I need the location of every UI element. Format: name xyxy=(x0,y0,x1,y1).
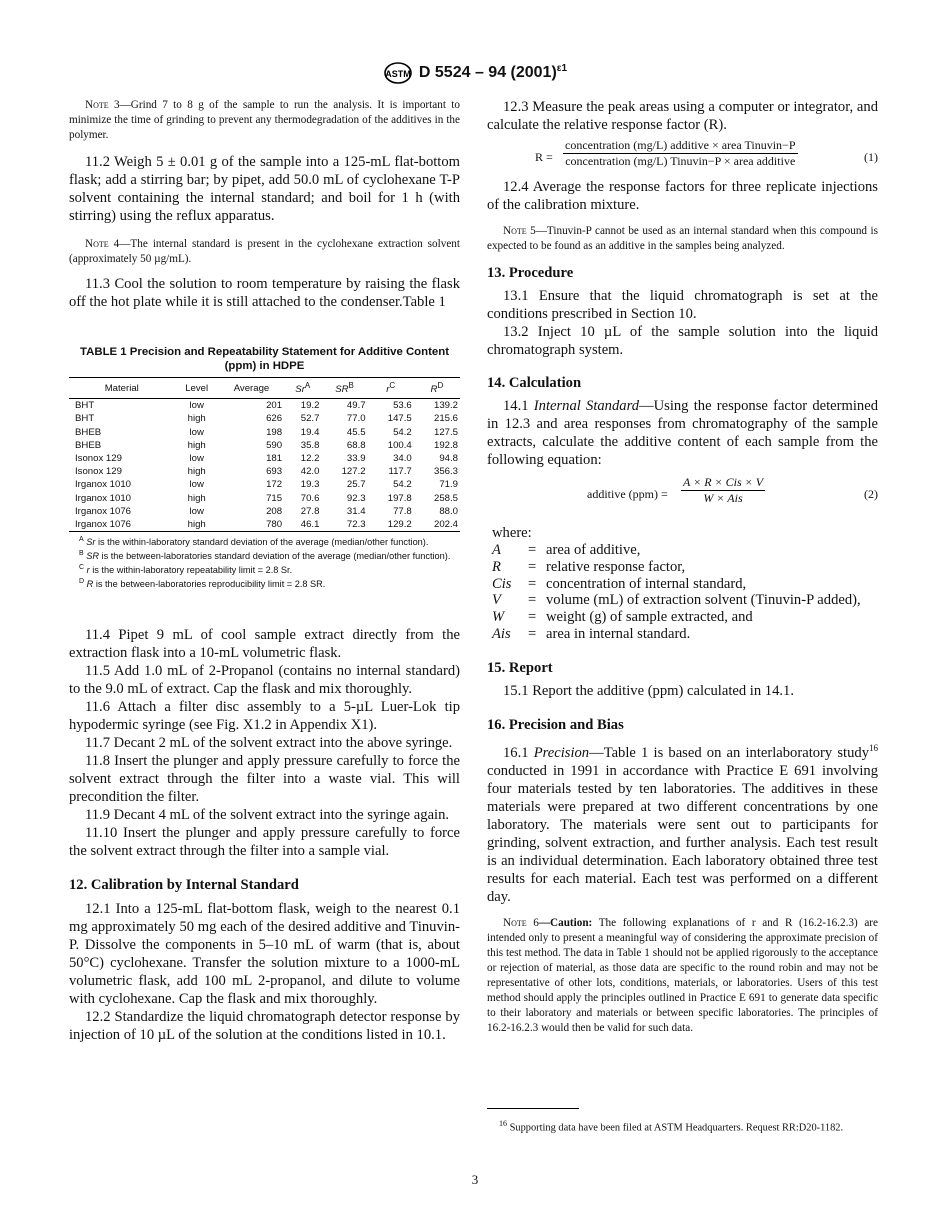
table-cell: 94.8 xyxy=(439,453,458,464)
para-12-2: 12.2 Standardize the liquid chromatograph detector response by injection of 10 µL of the solution at the conditions listed in 10.1. xyxy=(69,1009,460,1044)
table-cell: 127.5 xyxy=(433,426,458,438)
document-header xyxy=(0,62,950,84)
equation-1: R = concentration (mg/L) additive × area Tinuvin−P concentration (mg/L) Tinuvin−P × area additive (1) xyxy=(535,138,878,168)
table-row xyxy=(69,399,460,413)
table-1 xyxy=(69,377,460,532)
where-item: Ais = area in internal standard. xyxy=(492,625,691,642)
table-cell: 49.7 xyxy=(346,400,366,412)
table-cell: 54.2 xyxy=(393,479,412,491)
table-cell: 42.0 xyxy=(300,466,320,478)
table-row xyxy=(69,465,460,478)
col-R: $R^D$ xyxy=(414,378,460,399)
table-cell: 77.0 xyxy=(346,413,366,425)
table-cell: 693 xyxy=(266,466,283,478)
table-footnote: $^A$ Sr is the within-laboratory standard deviation of the average (median/other function). xyxy=(79,536,429,548)
table-cell: 25.7 xyxy=(346,479,366,491)
table-cell: 356.3 xyxy=(433,466,458,478)
right-column xyxy=(487,98,878,1036)
table-cell: BHEB xyxy=(75,439,102,451)
table-1-footnotes xyxy=(69,534,460,590)
table-row xyxy=(69,478,460,491)
section-14-heading: 14. Calculation xyxy=(487,375,582,391)
para-11-6: 11.6 Attach a filter disc assembly to a 5-µL Luer-Lok tip hypodermic syringe (see Fig. X1.2 in Appendix X1). xyxy=(69,699,460,734)
table-cell: 70.6 xyxy=(300,492,320,504)
para-13-2: 13.2 Inject 10 µL of the sample solution into the liquid chromatograph system. xyxy=(487,324,878,358)
table-cell: 147.5 xyxy=(387,413,412,425)
table-cell: low xyxy=(189,479,204,491)
table-header-row xyxy=(69,378,460,399)
table-cell: Irganox 1010 xyxy=(75,479,132,491)
para-13-1: 13.1 Ensure that the liquid chromatograph is set at the conditions prescribed in Section 10. xyxy=(487,288,878,322)
table-cell: high xyxy=(187,492,206,504)
left-column xyxy=(69,98,460,1044)
equation-2: additive (ppm) = A × R × Cis × V W × Ais (2) xyxy=(587,475,878,505)
para-11-10: 11.10 Insert the plunger and apply pressure carefully to force the solvent extract through the filter into a sample vial. xyxy=(69,825,460,860)
where-item: W = weight (g) of sample extracted, and xyxy=(492,609,753,626)
table-cell: 19.2 xyxy=(300,400,320,412)
table-footnote: $^D$ R is the between-laboratories reproducibility limit = 2.8 SR. xyxy=(79,578,326,590)
table-cell: high xyxy=(187,439,206,451)
designation-superscript: ε1 xyxy=(556,62,568,74)
astm-logo-icon xyxy=(383,62,413,84)
col-SR: $SR^B$ xyxy=(321,378,367,399)
note-5: Note 5—Tinuvin-P cannot be used as an internal standard when this compound is expected to be found as an additive in the samples being analyzed. xyxy=(487,225,878,252)
table-cell: 54.2 xyxy=(393,426,412,438)
table-row xyxy=(69,518,460,532)
footnote-separator xyxy=(487,1108,579,1109)
para-12-4: 12.4 Average the response factors for three replicate injections of the calibration mixture. xyxy=(487,179,878,213)
note-6: Note 6—Caution: The following explanations of r and R (16.2-16.2.3) are intended only to present a meaningful way of considering the approximate precision of this test method. The data in Table 1 should not be applied rigorously to the acceptance or rejection of material, as those data are specific to the round robin and may not be representative of other lots, conditions, materials, or laboratories. Users of this test method should apply the principles outlined in Practice E 691 to generate data specific to their laboratory and materials or between specific laboratories. The principles of 16.2-16.2.3 would then be valid for such data. xyxy=(487,916,878,1034)
section-12-heading: 12. Calibration by Internal Standard xyxy=(69,877,299,894)
table-row xyxy=(69,412,460,425)
footnote-16: $^{16}$ Supporting data have been filed at ASTM Headquarters. Request RR:D20-1182. xyxy=(499,1119,844,1134)
para-11-2: 11.2 Weigh 5 ± 0.01 g of the sample into a 125-mL flat-bottom flask; add a stirring bar; by pipet, add 50.0 mL of cyclohexane T-P solvent containing the internal standard; and boil for 1 h (with stirring) using the reflux apparatus. xyxy=(69,154,460,224)
table-cell: 139.2 xyxy=(433,400,458,412)
table-cell: 33.9 xyxy=(346,453,366,464)
table-cell: 129.2 xyxy=(368,518,414,532)
table-1-title: TABLE 1 Precision and Repeatability Statement for Additive Content (ppm) in HDPE xyxy=(80,346,449,372)
table-cell: 34.0 xyxy=(393,453,412,464)
table-cell: BHT xyxy=(75,413,95,425)
table-cell: Irganox 1076 xyxy=(75,505,132,517)
table-cell: 72.3 xyxy=(321,518,367,532)
table-cell: 35.8 xyxy=(300,439,320,451)
table-cell: 197.8 xyxy=(387,492,412,504)
table-cell: Isonox 129 xyxy=(75,453,122,464)
col-sr: $Sr^A$ xyxy=(284,378,321,399)
section-13-heading: 13. Procedure xyxy=(487,265,574,281)
table-1-body xyxy=(69,399,460,532)
where-label: where: xyxy=(492,525,532,541)
para-11-3: 11.3 Cool the solution to room temperature by raising the flask off the hot plate while it is still attached to the condenser.Table 1 xyxy=(69,276,460,310)
table-cell: high xyxy=(175,518,219,532)
where-item: A = area of additive, xyxy=(492,542,641,558)
table-footnote: $^B$ SR is the between-laboratories standard deviation of the average (median/other function). xyxy=(79,550,451,562)
where-item: Cis = concentration of internal standard, xyxy=(492,575,747,592)
para-11-4: 11.4 Pipet 9 mL of cool sample extract directly from the extraction flask into a 10-mL volumetric flask. xyxy=(69,627,460,662)
where-item: R = relative response factor, xyxy=(492,558,686,575)
table-cell: 100.4 xyxy=(387,439,412,451)
table-cell: 715 xyxy=(266,492,283,504)
table-cell: BHEB xyxy=(75,426,102,438)
table-cell: 780 xyxy=(219,518,284,532)
col-level: Level xyxy=(175,378,219,399)
para-14-1: 14.1 Internal Standard—Using the response factor determined in 12.3 and area responses from chromatography of the sample extracts, calculate the additive content of each sample from the following equation: xyxy=(487,398,878,468)
table-cell: 590 xyxy=(266,439,283,451)
para-12-3: 12.3 Measure the peak areas using a computer or integrator, and calculate the relative response factor (R). xyxy=(487,99,878,133)
section-16-heading: 16. Precision and Bias xyxy=(487,716,624,733)
table-cell: 201 xyxy=(266,400,283,412)
para-11-7: 11.7 Decant 2 mL of the solvent extract into the above syringe. xyxy=(85,735,453,752)
table-row xyxy=(69,426,460,439)
table-cell: 198 xyxy=(266,426,283,438)
table-cell: Irganox 1010 xyxy=(75,492,132,504)
svg-text:ASTM: ASTM xyxy=(385,69,411,79)
para-15-1: 15.1 Report the additive (ppm) calculated in 14.1. xyxy=(503,682,794,699)
table-cell: 19.4 xyxy=(300,426,320,438)
table-cell: 46.1 xyxy=(284,518,321,532)
para-11-5: 11.5 Add 1.0 mL of 2-Propanol (contains no internal standard) to the 9.0 mL of extract. Cap the flask and mix thoroughly. xyxy=(69,663,460,698)
designation: D 5524 – 94 (2001) xyxy=(418,64,557,82)
table-cell: 215.6 xyxy=(433,413,458,425)
table-cell: 181 xyxy=(266,453,283,464)
where-list xyxy=(492,542,878,643)
note-3: Note 3—Grind 7 to 8 g of the sample to run the analysis. It is important to minimize the time of grinding to prevent any thermodegradation of the additives in the polymer. xyxy=(69,99,460,141)
table-cell: 71.9 xyxy=(439,479,458,491)
table-cell: high xyxy=(187,466,206,478)
table-cell: 68.8 xyxy=(346,439,366,451)
table-row xyxy=(69,439,460,452)
para-12-1: 12.1 Into a 125-mL flat-bottom flask, weigh to the nearest 0.1 mg approximately 50 mg each of the desired additive and Tinuvin-P. Dissolve the components in 5–10 mL of warm (that is, about 50°C) cyclohexane. Transfer the solution mixture to a 1000-mL volumetric flask, add 100 mL 2-propanol, and dilute to volume with cyclohexane. Cap the flask and mix thoroughly. xyxy=(69,901,460,1008)
table-cell: high xyxy=(187,413,206,425)
table-cell: 626 xyxy=(266,413,283,425)
table-cell: BHT xyxy=(75,400,95,412)
table-cell: 19.3 xyxy=(300,479,320,491)
table-cell: 258.5 xyxy=(433,492,458,504)
table-cell: 77.8 xyxy=(393,505,412,517)
table-cell: low xyxy=(189,400,204,412)
table-row xyxy=(69,452,460,465)
table-row xyxy=(69,492,460,505)
table-cell: 117.7 xyxy=(388,466,412,478)
table-cell: low xyxy=(189,505,204,517)
table-cell: 27.8 xyxy=(300,505,320,517)
table-cell: 127.2 xyxy=(341,466,366,478)
table-cell: Irganox 1076 xyxy=(69,518,175,532)
table-cell: 208 xyxy=(266,505,283,517)
table-cell: 192.8 xyxy=(433,439,458,451)
where-item: V = volume (mL) of extraction solvent (Tinuvin-P added), xyxy=(492,592,861,609)
table-footnote: $^C$ r is the within-laboratory repeatability limit = 2.8 Sr. xyxy=(79,564,293,576)
table-cell: 88.0 xyxy=(439,505,458,517)
table-cell: 45.5 xyxy=(346,426,366,438)
col-material: Material xyxy=(69,378,175,399)
table-cell: 52.7 xyxy=(300,413,320,425)
para-16-1: 16.1 Precision—Table 1 is based on an interlaboratory study$^{16}$ conducted in 1991 in accordance with Practice E 691 involving four materials tested by ten laboratories. The additives in these materials were prepared at two different concentrations by one laboratory. The materials were sent out to participants for grinding, solvent extraction, and further analysis. Each test result is an individual determination. Each laboratory obtained three test results for each material. Each test was performed on a different day. xyxy=(487,742,878,905)
table-row xyxy=(69,505,460,518)
para-11-9: 11.9 Decant 4 mL of the solvent extract into the syringe again. xyxy=(85,807,450,824)
col-r: $r^C$ xyxy=(368,378,414,399)
table-cell: 202.4 xyxy=(414,518,460,532)
table-cell: 53.6 xyxy=(393,400,412,412)
table-cell: 31.4 xyxy=(346,505,366,517)
table-cell: low xyxy=(189,453,204,464)
table-cell: 92.3 xyxy=(346,492,366,504)
col-average: Average xyxy=(219,378,284,399)
table-cell: 12.2 xyxy=(300,453,320,464)
para-11-8: 11.8 Insert the plunger and apply pressure carefully to force the solvent extract through the filter into a waste vial. This will precondition the filter. xyxy=(69,753,460,806)
table-cell: 172 xyxy=(266,479,283,491)
page-number: 3 xyxy=(471,1172,479,1187)
note-4: Note 4—The internal standard is present in the cyclohexane extraction solvent (approximately 50 µg/mL). xyxy=(69,238,460,265)
table-cell: Isonox 129 xyxy=(75,466,122,478)
section-15-heading: 15. Report xyxy=(487,659,553,676)
table-cell: low xyxy=(189,426,204,438)
